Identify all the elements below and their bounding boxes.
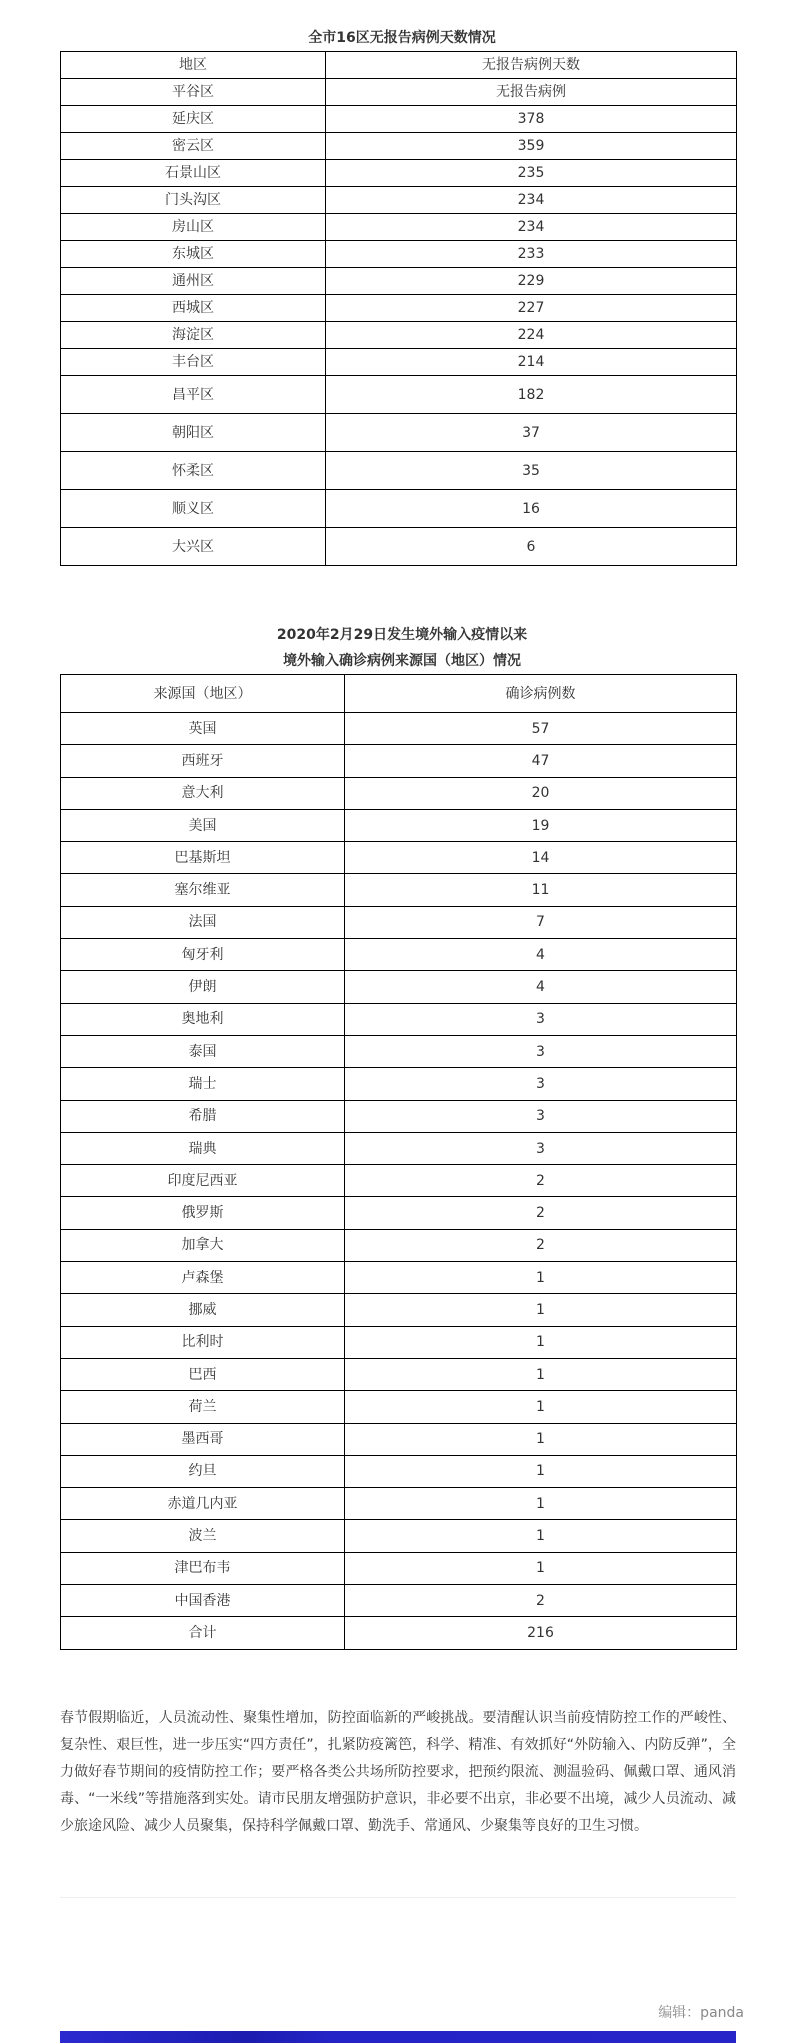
header-days: 无报告病例天数 bbox=[326, 52, 737, 79]
table-row bbox=[61, 349, 737, 376]
table-row bbox=[61, 1455, 737, 1487]
district-cell: 密云区 bbox=[61, 133, 326, 160]
table-row bbox=[61, 1423, 737, 1455]
table-row bbox=[61, 133, 737, 160]
country-cell: 比利时 bbox=[61, 1326, 345, 1358]
days-cell: 37 bbox=[326, 414, 737, 452]
table-row bbox=[61, 1294, 737, 1326]
table-row bbox=[61, 745, 737, 777]
count-cell: 11 bbox=[345, 874, 737, 906]
country-cell: 英国 bbox=[61, 713, 345, 745]
country-cell: 约旦 bbox=[61, 1455, 345, 1487]
district-cell: 怀柔区 bbox=[61, 452, 326, 490]
district-cell: 延庆区 bbox=[61, 106, 326, 133]
table-row bbox=[61, 971, 737, 1003]
count-cell: 19 bbox=[345, 809, 737, 841]
district-cell: 西城区 bbox=[61, 295, 326, 322]
country-cell: 西班牙 bbox=[61, 745, 345, 777]
count-cell: 216 bbox=[345, 1617, 737, 1649]
district-cell: 门头沟区 bbox=[61, 187, 326, 214]
table-row bbox=[61, 1100, 737, 1132]
days-cell: 229 bbox=[326, 268, 737, 295]
header-district: 地区 bbox=[61, 52, 326, 79]
days-cell: 227 bbox=[326, 295, 737, 322]
country-cell: 卢森堡 bbox=[61, 1262, 345, 1294]
table-row bbox=[61, 1132, 737, 1164]
district-days-table bbox=[60, 51, 737, 566]
table-row bbox=[61, 842, 737, 874]
count-cell: 2 bbox=[345, 1165, 737, 1197]
table-header-row bbox=[61, 52, 737, 79]
country-cell: 巴西 bbox=[61, 1358, 345, 1390]
count-cell: 20 bbox=[345, 777, 737, 809]
table-row bbox=[61, 1552, 737, 1584]
district-cell: 丰台区 bbox=[61, 349, 326, 376]
table-row bbox=[61, 1035, 737, 1067]
country-cell: 合计 bbox=[61, 1617, 345, 1649]
table-row bbox=[61, 1197, 737, 1229]
count-cell: 1 bbox=[345, 1326, 737, 1358]
table-row bbox=[61, 1391, 737, 1423]
table-row bbox=[61, 106, 737, 133]
district-cell: 海淀区 bbox=[61, 322, 326, 349]
country-cell: 匈牙利 bbox=[61, 939, 345, 971]
country-cell: 美国 bbox=[61, 809, 345, 841]
count-cell: 4 bbox=[345, 971, 737, 1003]
country-cell: 希腊 bbox=[61, 1100, 345, 1132]
country-cell: 瑞典 bbox=[61, 1132, 345, 1164]
table-row bbox=[61, 1358, 737, 1390]
header-count: 确诊病例数 bbox=[345, 675, 737, 713]
country-cell: 瑞士 bbox=[61, 1068, 345, 1100]
count-cell: 14 bbox=[345, 842, 737, 874]
country-cell: 津巴布韦 bbox=[61, 1552, 345, 1584]
table-row bbox=[61, 1520, 737, 1552]
days-cell: 16 bbox=[326, 490, 737, 528]
count-cell: 2 bbox=[345, 1585, 737, 1617]
district-cell: 通州区 bbox=[61, 268, 326, 295]
table-row bbox=[61, 1003, 737, 1035]
table-row bbox=[61, 713, 737, 745]
section-divider bbox=[60, 1897, 736, 1898]
count-cell: 3 bbox=[345, 1100, 737, 1132]
table-row bbox=[61, 1229, 737, 1261]
table-row bbox=[61, 1326, 737, 1358]
count-cell: 3 bbox=[345, 1132, 737, 1164]
country-cell: 波兰 bbox=[61, 1520, 345, 1552]
district-cell: 朝阳区 bbox=[61, 414, 326, 452]
count-cell: 7 bbox=[345, 906, 737, 938]
count-cell: 57 bbox=[345, 713, 737, 745]
advisory-paragraph: 春节假期临近，人员流动性、聚集性增加，防控面临新的严峻挑战。要清醒认识当前疫情防控工作的严峻性、复杂性、艰巨性，进一步压实“四方责任”，扎紧防疫篱笆，科学、精准、有效抓好“外防输入、内防反弹”，全力做好春节期间的疫情防控工作；要严格各类公共场所防控要求，把预约限流、测温验码、佩戴口罩、通风消毒、“一米线”等措施落到实处。请市民朋友增强防护意识，非必要不出京，非必要不出境，减少人员流动、减少旅途风险、减少人员聚集，保持科学佩戴口罩、勤洗手、常通风、少聚集等良好的卫生习惯。 bbox=[60, 1710, 736, 1834]
district-cell: 石景山区 bbox=[61, 160, 326, 187]
count-cell: 3 bbox=[345, 1035, 737, 1067]
district-cell: 顺义区 bbox=[61, 490, 326, 528]
count-cell: 1 bbox=[345, 1294, 737, 1326]
table-row bbox=[61, 1488, 737, 1520]
country-cell: 印度尼西亚 bbox=[61, 1165, 345, 1197]
table-row bbox=[61, 160, 737, 187]
days-cell: 214 bbox=[326, 349, 737, 376]
country-cell: 意大利 bbox=[61, 777, 345, 809]
imported-cases-table bbox=[60, 674, 737, 1650]
table-row bbox=[61, 1068, 737, 1100]
table2-title-line1: 2020年2月29日发生境外输入疫情以来 bbox=[276, 627, 528, 643]
country-cell: 泰国 bbox=[61, 1035, 345, 1067]
table1-title: 全市16区无报告病例天数情况 bbox=[308, 30, 496, 46]
country-cell: 赤道几内亚 bbox=[61, 1488, 345, 1520]
country-cell: 中国香港 bbox=[61, 1585, 345, 1617]
country-cell: 奥地利 bbox=[61, 1003, 345, 1035]
table-row bbox=[61, 268, 737, 295]
count-cell: 1 bbox=[345, 1358, 737, 1390]
table-row bbox=[61, 874, 737, 906]
days-cell: 378 bbox=[326, 106, 737, 133]
days-cell: 234 bbox=[326, 214, 737, 241]
country-cell: 挪威 bbox=[61, 1294, 345, 1326]
country-cell: 墨西哥 bbox=[61, 1423, 345, 1455]
days-cell: 无报告病例 bbox=[326, 79, 737, 106]
count-cell: 2 bbox=[345, 1197, 737, 1229]
district-cell: 大兴区 bbox=[61, 528, 326, 566]
total-row bbox=[61, 1617, 737, 1649]
count-cell: 4 bbox=[345, 939, 737, 971]
count-cell: 3 bbox=[345, 1068, 737, 1100]
table-row bbox=[61, 809, 737, 841]
table-row bbox=[61, 939, 737, 971]
table-row bbox=[61, 295, 737, 322]
days-cell: 235 bbox=[326, 160, 737, 187]
days-cell: 35 bbox=[326, 452, 737, 490]
district-cell: 东城区 bbox=[61, 241, 326, 268]
days-cell: 233 bbox=[326, 241, 737, 268]
table-row bbox=[61, 1165, 737, 1197]
count-cell: 1 bbox=[345, 1455, 737, 1487]
count-cell: 2 bbox=[345, 1229, 737, 1261]
table-row bbox=[61, 241, 737, 268]
table-row bbox=[61, 414, 737, 452]
country-cell: 塞尔维亚 bbox=[61, 874, 345, 906]
table-row bbox=[61, 1262, 737, 1294]
table-row bbox=[61, 376, 737, 414]
district-cell: 房山区 bbox=[61, 214, 326, 241]
count-cell: 3 bbox=[345, 1003, 737, 1035]
footer-banner-bar bbox=[60, 2031, 736, 2043]
count-cell: 1 bbox=[345, 1488, 737, 1520]
table-row bbox=[61, 1585, 737, 1617]
count-cell: 1 bbox=[345, 1423, 737, 1455]
count-cell: 1 bbox=[345, 1391, 737, 1423]
table2-title-line2: 境外输入确诊病例来源国（地区）情况 bbox=[283, 653, 521, 669]
days-cell: 359 bbox=[326, 133, 737, 160]
country-cell: 伊朗 bbox=[61, 971, 345, 1003]
days-cell: 6 bbox=[326, 528, 737, 566]
table-row bbox=[61, 322, 737, 349]
table-row bbox=[61, 777, 737, 809]
count-cell: 1 bbox=[345, 1552, 737, 1584]
days-cell: 234 bbox=[326, 187, 737, 214]
district-cell: 平谷区 bbox=[61, 79, 326, 106]
country-cell: 荷兰 bbox=[61, 1391, 345, 1423]
district-cell: 昌平区 bbox=[61, 376, 326, 414]
table-row bbox=[61, 906, 737, 938]
count-cell: 47 bbox=[345, 745, 737, 777]
table-row bbox=[61, 490, 737, 528]
table-row bbox=[61, 214, 737, 241]
country-cell: 俄罗斯 bbox=[61, 1197, 345, 1229]
table-header-row bbox=[61, 675, 737, 713]
header-country: 来源国（地区） bbox=[61, 675, 345, 713]
days-cell: 224 bbox=[326, 322, 737, 349]
table-row bbox=[61, 452, 737, 490]
country-cell: 巴基斯坦 bbox=[61, 842, 345, 874]
table-row bbox=[61, 528, 737, 566]
count-cell: 1 bbox=[345, 1262, 737, 1294]
count-cell: 1 bbox=[345, 1520, 737, 1552]
days-cell: 182 bbox=[326, 376, 737, 414]
editor-credit: 编辑：panda bbox=[658, 2005, 744, 2021]
country-cell: 法国 bbox=[61, 906, 345, 938]
table-row bbox=[61, 187, 737, 214]
table-row bbox=[61, 79, 737, 106]
country-cell: 加拿大 bbox=[61, 1229, 345, 1261]
